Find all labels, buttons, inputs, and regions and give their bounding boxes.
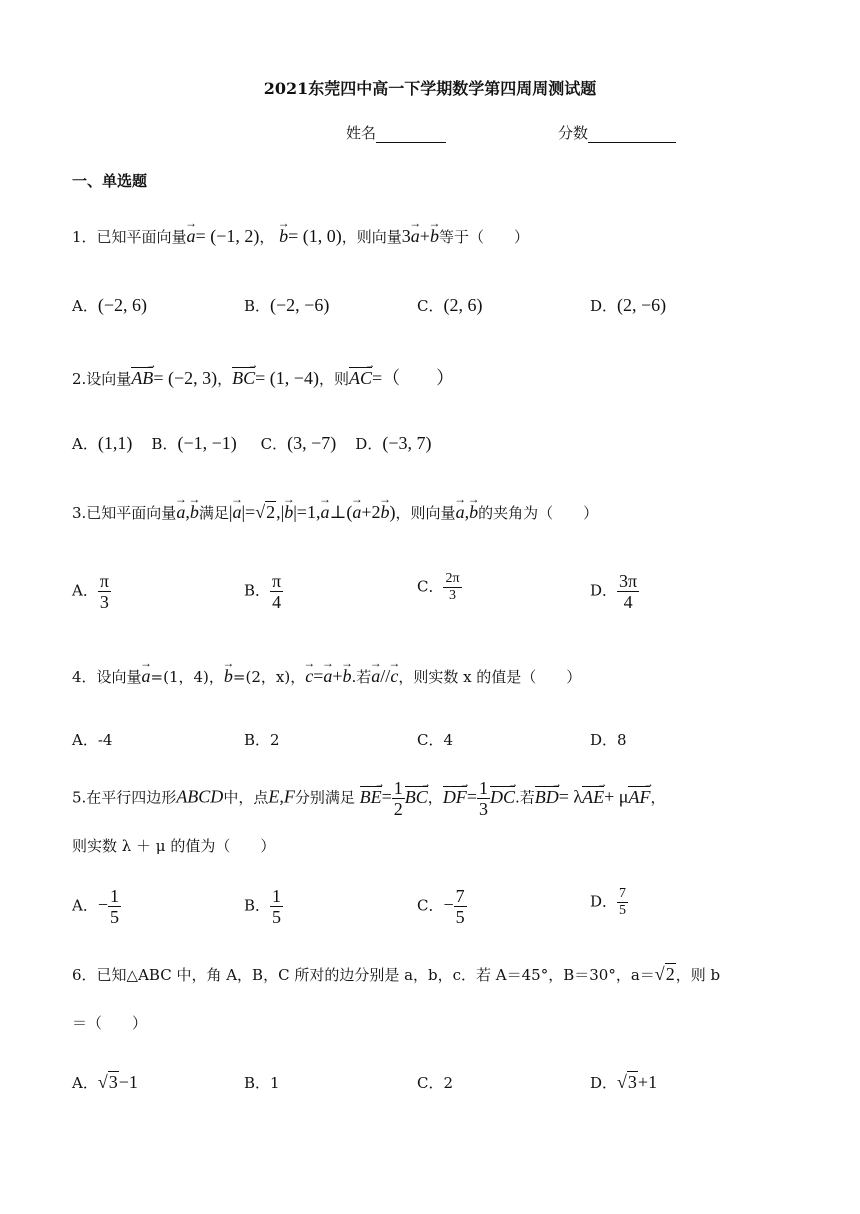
q5-line2: 则实数 λ ＋ μ 的值为（ ） [72,837,276,855]
option-d[interactable]: D．8 [590,731,627,749]
option-b[interactable]: B．(−2, −6) [244,295,330,315]
option-d[interactable]: D．(−3, 7) [355,433,432,453]
option-d[interactable]: D． $\frac{3\pi}{4}$ [590,571,638,612]
q6-line1: 6．已知△ABC 中，角 A，B，C 所对的边分别是 a，b，c．若 A＝45°，B＝30°，a＝ [72,966,655,984]
q1-coef: 3 [401,226,411,246]
option-d[interactable]: D． $\frac{7}{5}$ [590,886,627,918]
name-blank[interactable] [376,126,446,143]
score-field [558,122,676,143]
option-c[interactable]: C．(2, 6) [417,295,483,315]
q4-prefix: 4．设向量 [72,668,142,686]
q4-suffix: ，则实数 x 的值是（ ） [398,668,582,686]
q3-tail: ，则向量 [395,504,456,522]
option-a[interactable]: A． $\frac{\pi}{3}$ [72,571,109,612]
q5-prefix: 5.在平行四边形 [72,788,177,807]
vector-a: → a [187,226,196,247]
q1-plus: + [419,226,430,246]
vector-a: → a [411,226,420,247]
question-3: 3.已知平面向量→ a,→ b满足|→ a|=√2,|→ b|=1,→ a⊥(→ a+2→ b)，则向量→ a,→ b的夹角为（ ） [72,502,598,523]
q2-sep: ， [217,370,233,388]
name-field [346,122,446,143]
option-d[interactable]: D．(2, −6) [590,295,667,315]
q3-prefix: 3.已知平面向量 [72,504,177,522]
q2-suffix: =（ ） [371,368,455,388]
score-blank[interactable] [588,126,676,143]
q1-a-value: = (−1, 2) [195,226,260,246]
question-5: 5.在平行四边形ABCD中，点E,F分别满足 BE →= $\frac{1}{2}$ BC →，DF →= $\frac{1}{3}$ DC →.若BD →= λAE →+ μAF →， [72,778,665,819]
option-b[interactable]: B．2 [244,731,280,749]
q3-mid: 满足 [198,504,229,522]
question-6: 6．已知△ABC 中，角 A，B，C 所对的边分别是 a，b，c．若 A＝45°，B＝30°，a＝√2，则 b [72,964,721,984]
q3-suffix: 的夹角为（ ） [478,504,599,522]
question-4: 4．设向量→ a=(1，4)，→ b=(2，x)，→ c=→ a+→ b.若→ a//→ c，则实数 x 的值是（ ） [72,666,581,687]
q1-b-value: = (1, 0) [288,226,342,246]
question-1 [72,226,529,247]
vector-b: → b [430,226,439,247]
q6-tail: ，则 b [675,966,721,984]
vector-b: → b [279,226,288,247]
q1-suffix: 等于（ ） [438,228,529,246]
vector-ab: AB → [131,367,153,387]
q2-options [72,433,431,454]
option-a[interactable]: A．(1,1) [72,433,133,453]
option-c[interactable]: C． $\frac{2\pi}{3}$ [417,571,460,603]
vector-bc: BC → [232,367,255,387]
option-c[interactable]: C．2 [417,1074,454,1092]
option-b[interactable]: B． $\frac{\pi}{4}$ [244,571,282,612]
q2-ab-value: = (−2, 3) [153,368,218,388]
q2-bc-value: = (1, −4) [255,368,319,388]
option-a[interactable]: A．√3−1 [72,1072,138,1092]
exam-title: 2021东莞四中高一下学期数学第四周周测试题 [263,79,597,98]
option-b[interactable]: B．(−1, −1) [151,433,237,453]
option-d[interactable]: D．√3+1 [590,1072,658,1092]
q2-mid: ，则 [318,370,349,388]
q1-mid: ，则向量 [341,228,402,246]
q2-prefix: 2.设向量 [72,370,132,388]
option-a[interactable]: A．(−2, 6) [72,295,147,315]
name-label: 姓名 [346,124,377,142]
section-heading: 一、单选题 [72,172,148,190]
option-a[interactable]: A．-4 [72,731,113,749]
question-2 [72,364,454,390]
option-a[interactable]: A．− $\frac{1}{5}$ [72,886,119,927]
q1-sep: ， [259,228,275,246]
q1-prefix: 1．已知平面向量 [72,228,187,246]
option-c[interactable]: C．4 [417,731,454,749]
option-c[interactable]: C．(3, −7) [260,433,337,453]
q6-line2: ＝（ ） [72,1014,148,1032]
option-b[interactable]: B． $\frac{1}{5}$ [244,886,282,927]
vector-ac: AC → [349,367,372,387]
option-c[interactable]: C．− $\frac{7}{5}$ [417,886,465,927]
option-b[interactable]: B．1 [244,1074,280,1092]
score-label: 分数 [558,124,589,142]
